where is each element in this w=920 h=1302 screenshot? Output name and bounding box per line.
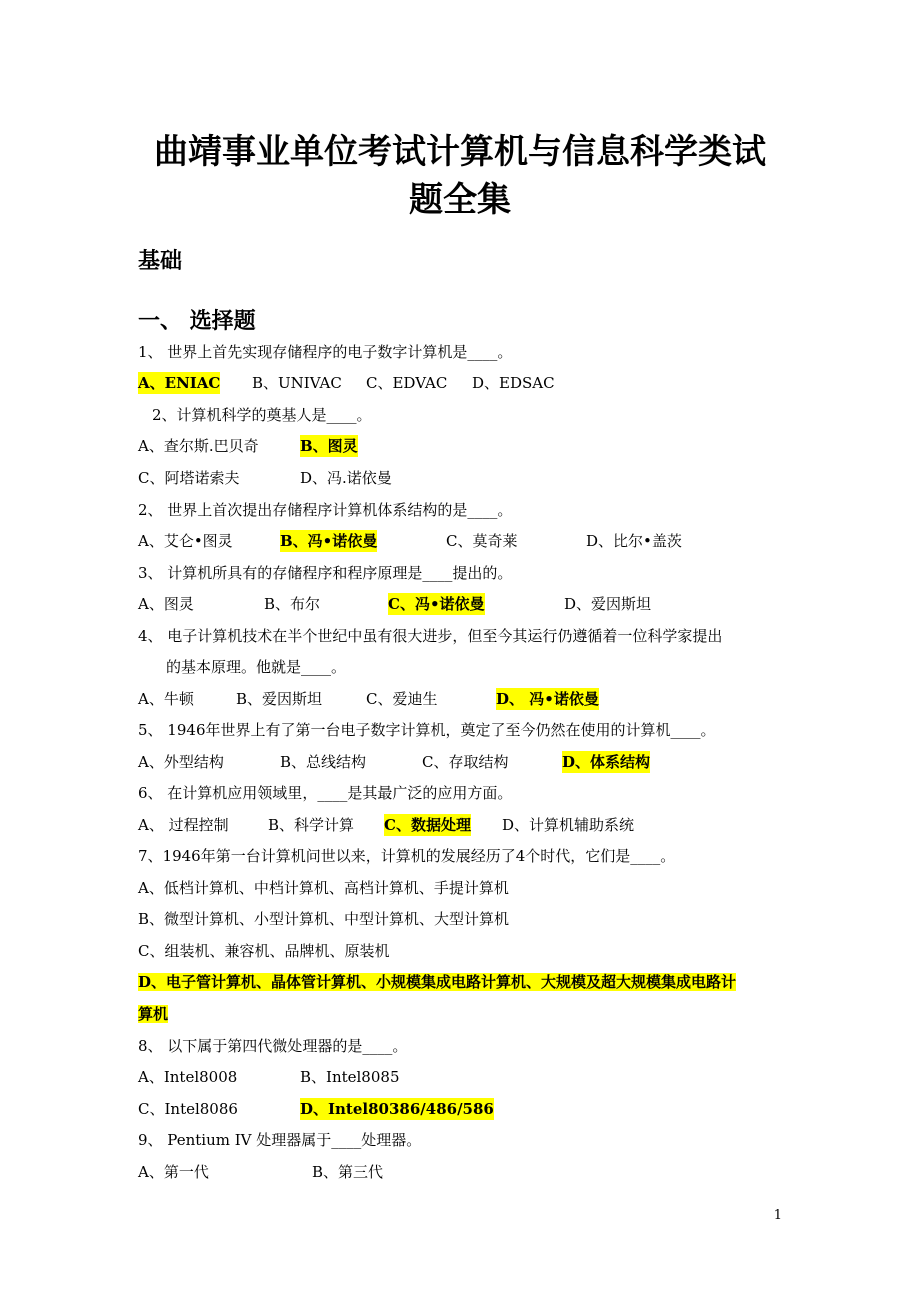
option-a: A、艾仑•图灵 [138,532,233,550]
option-c: C、莫奇莱 [446,532,518,550]
option-c: C、冯•诺依曼 [388,595,485,613]
option-d: D、Intel80386/486/586 [300,1100,494,1118]
option-b: B、科学计算 [268,816,355,834]
option-b: B、爱因斯坦 [236,690,323,708]
question-3: 3、 计算机所具有的存储程序和程序原理是____提出的。 [138,564,513,582]
question-1: 1、 世界上首先实现存储程序的电子数字计算机是____。 [138,343,513,361]
option-a: A、图灵 [138,595,194,613]
question-5: 5、 1946年世界上有了第一台电子数字计算机，奠定了至今仍然在使用的计算机____。 [138,721,716,739]
question-9: 9、 Pentium IV 处理器属于____处理器。 [138,1131,422,1149]
option-d: D、EDSAC [472,374,555,392]
option-d: D、体系结构 [562,753,651,771]
option-c: C、Intel8086 [138,1100,238,1118]
question-4-line-2: 的基本原理。他就是____。 [166,658,347,676]
question-6: 6、 在计算机应用领域里，____是其最广泛的应用方面。 [138,784,513,802]
option-c: C、阿塔诺索夫 [138,469,240,487]
option-a: A、查尔斯.巴贝奇 [138,437,259,455]
option-b: B、图灵 [300,437,358,455]
option-d: D、电子管计算机、晶体管计算机、小规模集成电路计算机、大规模及超大规模集成电路计 [138,973,737,991]
document-title [100,128,820,224]
title-line-1: 曲靖事业单位考试计算机与信息科学类试 [154,132,766,172]
option-c: C、EDVAC [366,374,448,392]
question-7-option-d-line-2 [138,1003,168,1025]
option-a: A、外型结构 [138,753,224,771]
question-4-line-1: 4、 电子计算机技术在半个世纪中虽有很大进步，但至今其运行仍遵循着一位科学家提出 [138,627,723,645]
question-7-option-b: B、微型计算机、小型计算机、中型计算机、大型计算机 [138,910,510,928]
option-c: C、爱迪生 [366,690,438,708]
option-a: A、 过程控制 [138,816,229,834]
option-b: B、冯•诺依曼 [280,532,378,550]
option-d: D、爱因斯坦 [564,595,652,613]
question-7-option-c: C、组装机、兼容机、品牌机、原装机 [138,942,390,960]
option-b: B、总线结构 [280,753,367,771]
option-d: D、计算机辅助系统 [502,816,635,834]
option-d: D、 冯•诺依曼 [496,690,599,708]
option-d-continued: 算机 [138,1005,169,1023]
title-line-2: 题全集 [409,180,511,220]
option-b: B、UNIVAC [252,374,342,392]
page-number: 1 [773,1208,782,1223]
option-c: C、存取结构 [422,753,509,771]
question-7-option-a: A、低档计算机、中档计算机、高档计算机、手提计算机 [138,879,509,897]
option-d: D、冯.诺依曼 [300,469,392,487]
option-a: A、第一代 [138,1163,209,1181]
option-b: B、布尔 [264,595,321,613]
question-1b: 2、计算机科学的奠基人是____。 [152,406,372,424]
option-a: A、牛顿 [138,690,194,708]
option-b: B、第三代 [312,1163,384,1181]
option-a: A、Intel8008 [138,1068,238,1086]
question-2: 2、 世界上首次提出存储程序计算机体系结构的是____。 [138,501,513,519]
question-7: 7、1946年第一台计算机问世以来，计算机的发展经历了4个时代，它们是____。 [138,847,676,865]
section-heading-choice: 一、 选择题 [138,309,256,334]
option-d: D、比尔•盖茨 [586,532,682,550]
option-a: A、ENIAC [138,374,221,392]
question-8: 8、 以下属于第四代微处理器的是____。 [138,1037,408,1055]
question-7-option-d-line-1 [138,971,736,993]
option-b: B、Intel8085 [300,1068,400,1086]
option-c: C、数据处理 [384,816,471,834]
section-heading-basics: 基础 [138,249,183,274]
